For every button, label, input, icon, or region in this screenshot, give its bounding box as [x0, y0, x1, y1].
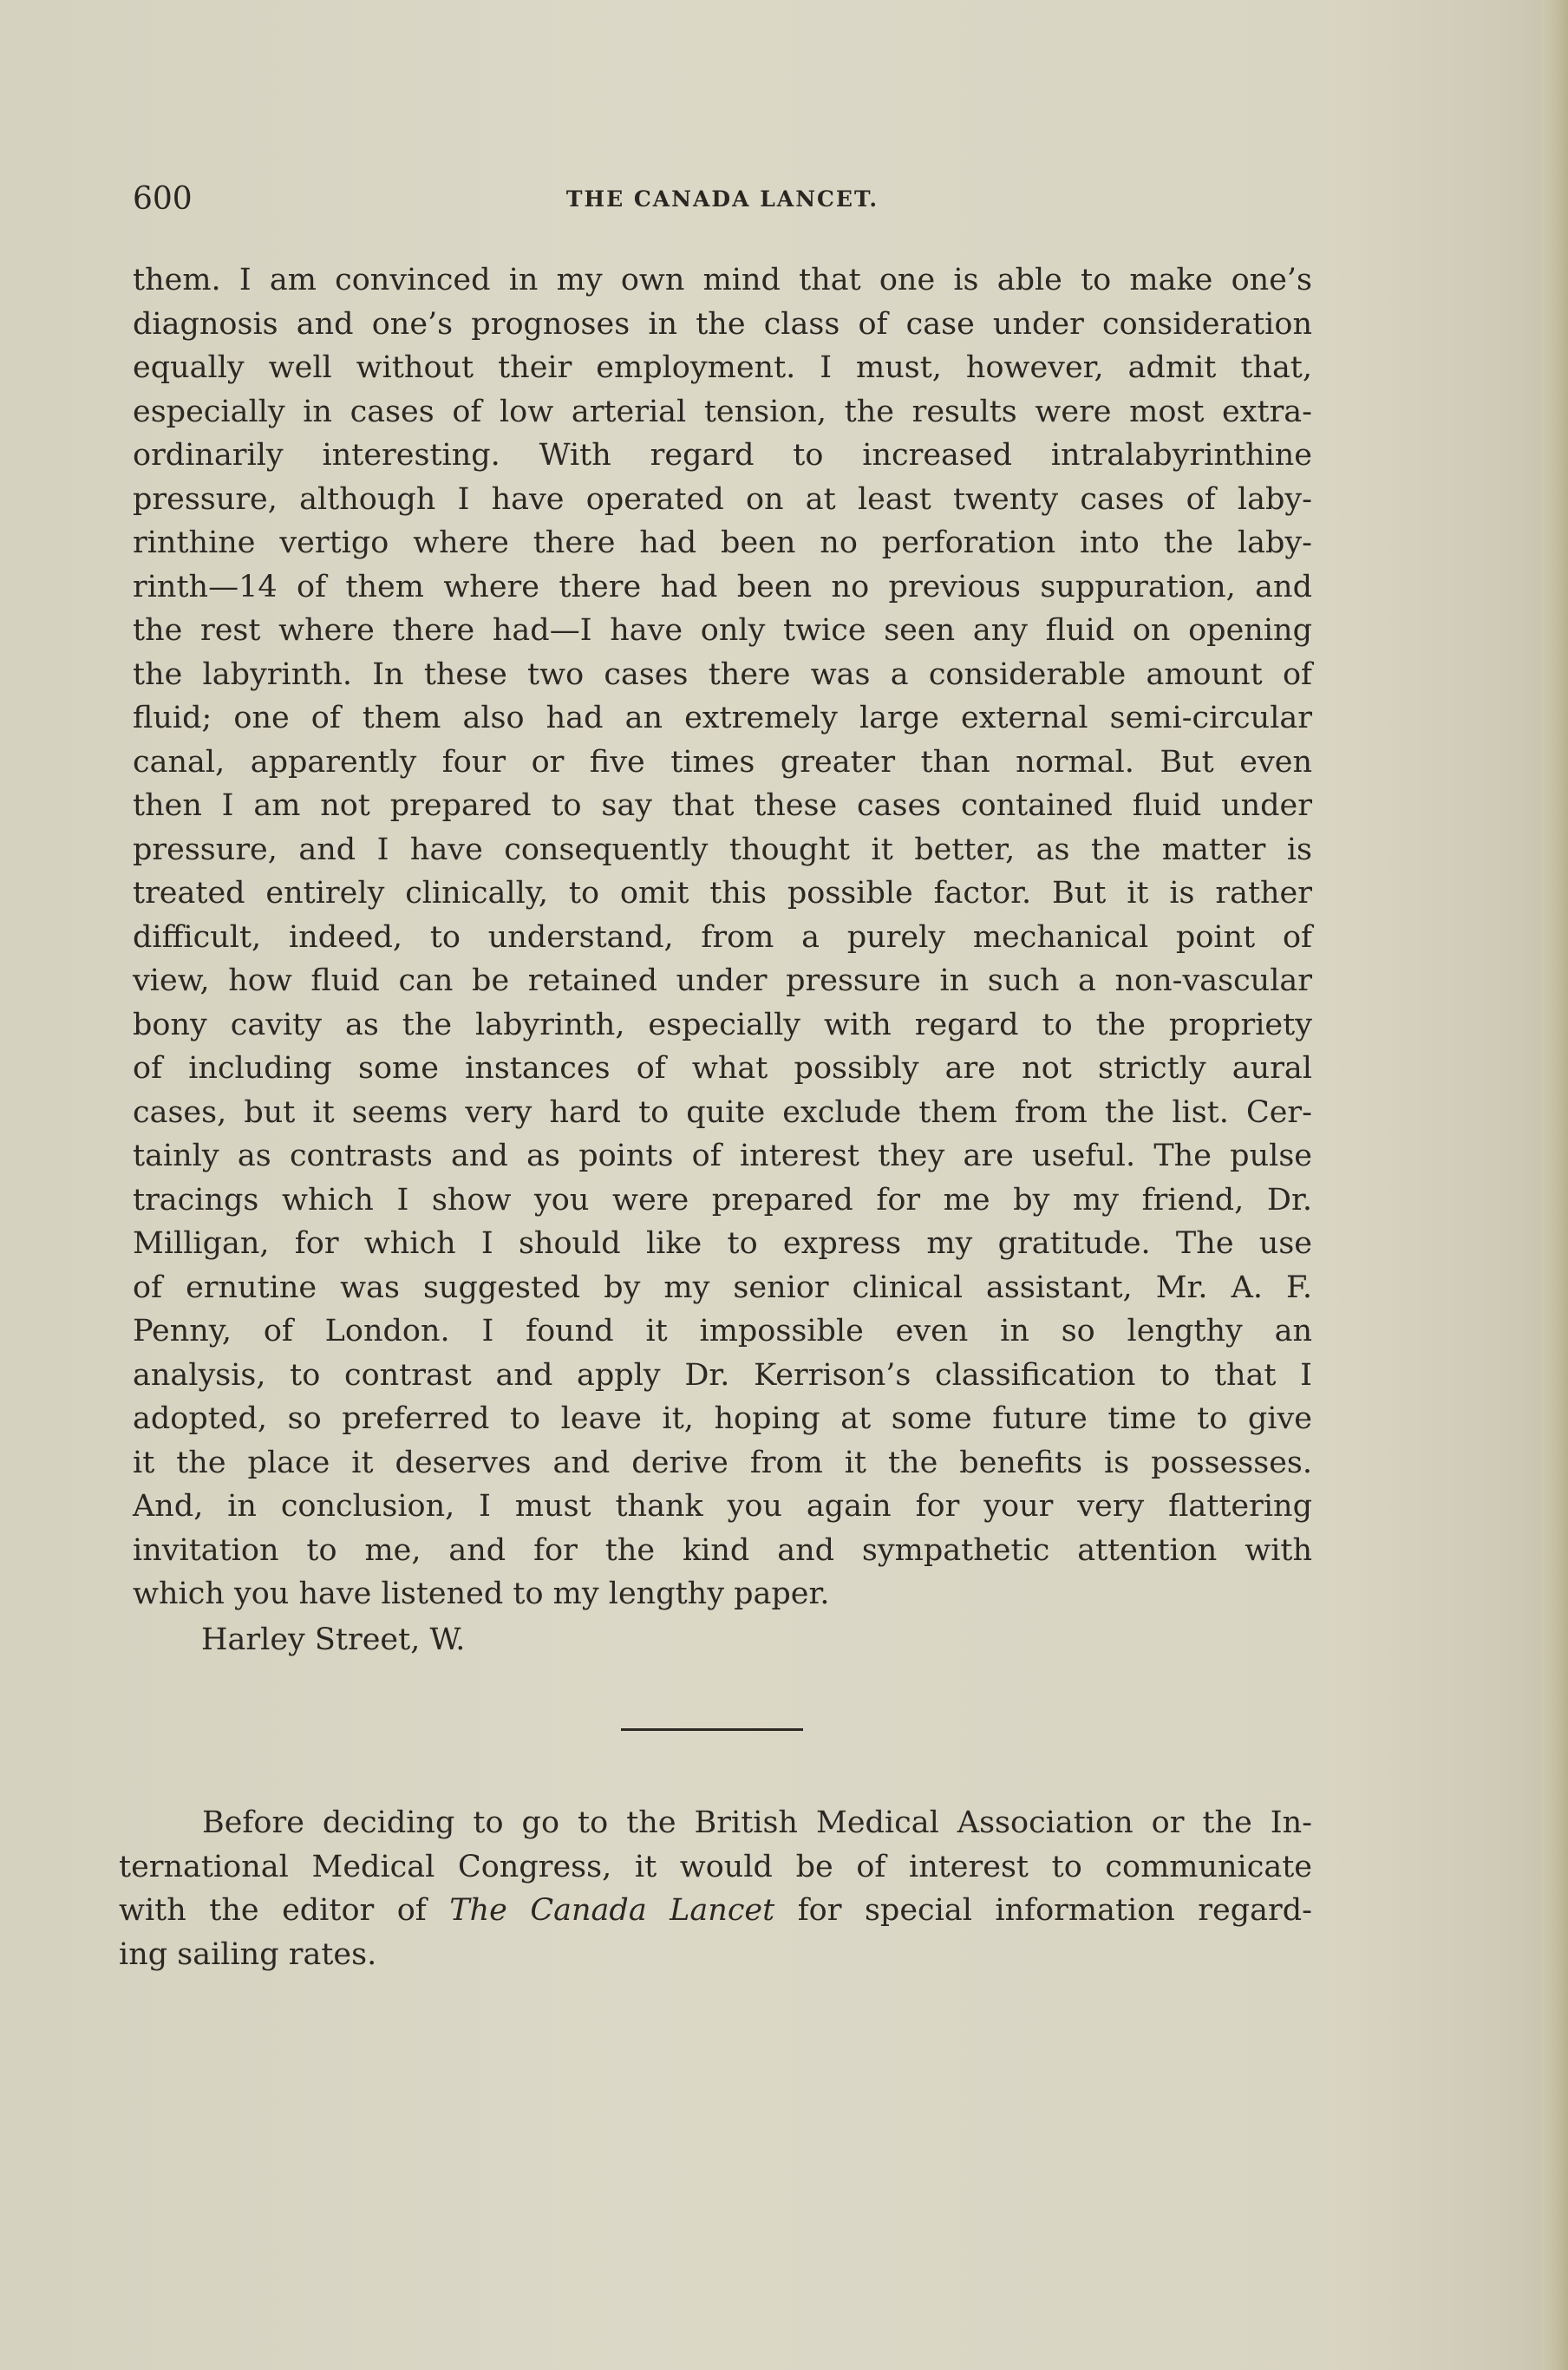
text-line: of ernutine was suggested by my senior clinical assistant, Mr. A. F. — [133, 1270, 1312, 1305]
text-line: equally well without their employment. I must, however, admit that, — [133, 350, 1312, 385]
text-line: it the place it deserves and derive from it the benefits is possesses. — [133, 1445, 1312, 1480]
journal-title: The Canada Lancet — [449, 1893, 775, 1928]
notice-line — [119, 1889, 1312, 1933]
text-line: fluid; one of them also had an extremely large external semi-circular — [133, 701, 1312, 735]
text-line: cases, but it seems very hard to quite exclude them from the list. Cer- — [133, 1094, 1312, 1130]
article-body — [133, 258, 1312, 1616]
text-line: then I am not prepared to say that these cases contained fluid under — [133, 788, 1312, 823]
notice-line: ternational Medical Congress, it would be of interest to communicate — [119, 1849, 1312, 1884]
notice-line: Before deciding to go to the British Medical Association or the In- — [202, 1805, 1312, 1840]
text-line: And, in conclusion, I must thank you again for your very flattering — [133, 1489, 1312, 1524]
text-line: of including some instances of what possibly are not strictly aural — [133, 1051, 1312, 1086]
text-line: rinthine vertigo where there had been no perforation into the laby- — [133, 526, 1312, 560]
text-line: invitation to me, and for the kind and sympathetic attention with — [133, 1532, 1312, 1568]
notice-line: ing sailing rates. — [119, 1936, 377, 1972]
text-line: pressure, although I have operated on at least twenty cases of laby- — [133, 481, 1312, 517]
section-divider — [621, 1728, 803, 1731]
page-header — [133, 178, 1312, 221]
text-line: Penny, of London. I found it impossible even in so lengthy an — [133, 1314, 1312, 1348]
text-line: pressure, and I have consequently thought it better, as the matter is — [133, 832, 1312, 867]
text-line: them. I am convinced in my own mind that one is able to make one’s — [133, 263, 1312, 297]
text-line: treated entirely clinically, to omit this possible factor. But it is rather — [133, 876, 1312, 911]
notice-text: for special information regard- — [774, 1893, 1312, 1928]
text-line: adopted, so preferred to leave it, hoping at some future time to give — [133, 1401, 1312, 1436]
page-number: 600 — [133, 181, 193, 217]
text-line: bony cavity as the labyrinth, especially with regard to the propriety — [133, 1007, 1312, 1042]
author-address: Harley Street, W. — [201, 1622, 466, 1657]
text-line: diagnosis and one’s prognoses in the class of case under consideration — [133, 306, 1312, 342]
running-head: THE CANADA LANCET. — [565, 186, 879, 212]
text-line: the labyrinth. In these two cases there was a considerable amount of — [133, 656, 1312, 692]
text-line: analysis, to contrast and apply Dr. Kerrison’s classification to that I — [133, 1357, 1312, 1393]
text-line: the rest where there had—I have only twice seen any fluid on opening — [133, 613, 1312, 648]
page-edge — [1542, 0, 1568, 2370]
text-line: canal, apparently four or five times greater than normal. But even — [133, 744, 1312, 780]
text-line: which you have listened to my lengthy paper. — [133, 1577, 830, 1611]
notice-text: with the editor of — [119, 1893, 450, 1928]
text-line: difficult, indeed, to understand, from a purely mechanical point of — [133, 919, 1312, 955]
notice-paragraph — [119, 1801, 1312, 1976]
text-line: ordinarily interesting. With regard to increased intralabyrinthine — [133, 438, 1312, 473]
text-line: rinth—14 of them where there had been no previous suppuration, and — [133, 569, 1312, 604]
text-line: Milligan, for which I should like to express my gratitude. The use — [133, 1226, 1312, 1261]
text-line: especially in cases of low arterial tension, the results were most extra- — [133, 394, 1312, 429]
text-line: tainly as contrasts and as points of interest they are useful. The pulse — [133, 1139, 1312, 1173]
text-line: tracings which I show you were prepared for me by my friend, Dr. — [133, 1182, 1312, 1218]
text-line: view, how fluid can be retained under pressure in such a non-vascular — [133, 963, 1312, 998]
